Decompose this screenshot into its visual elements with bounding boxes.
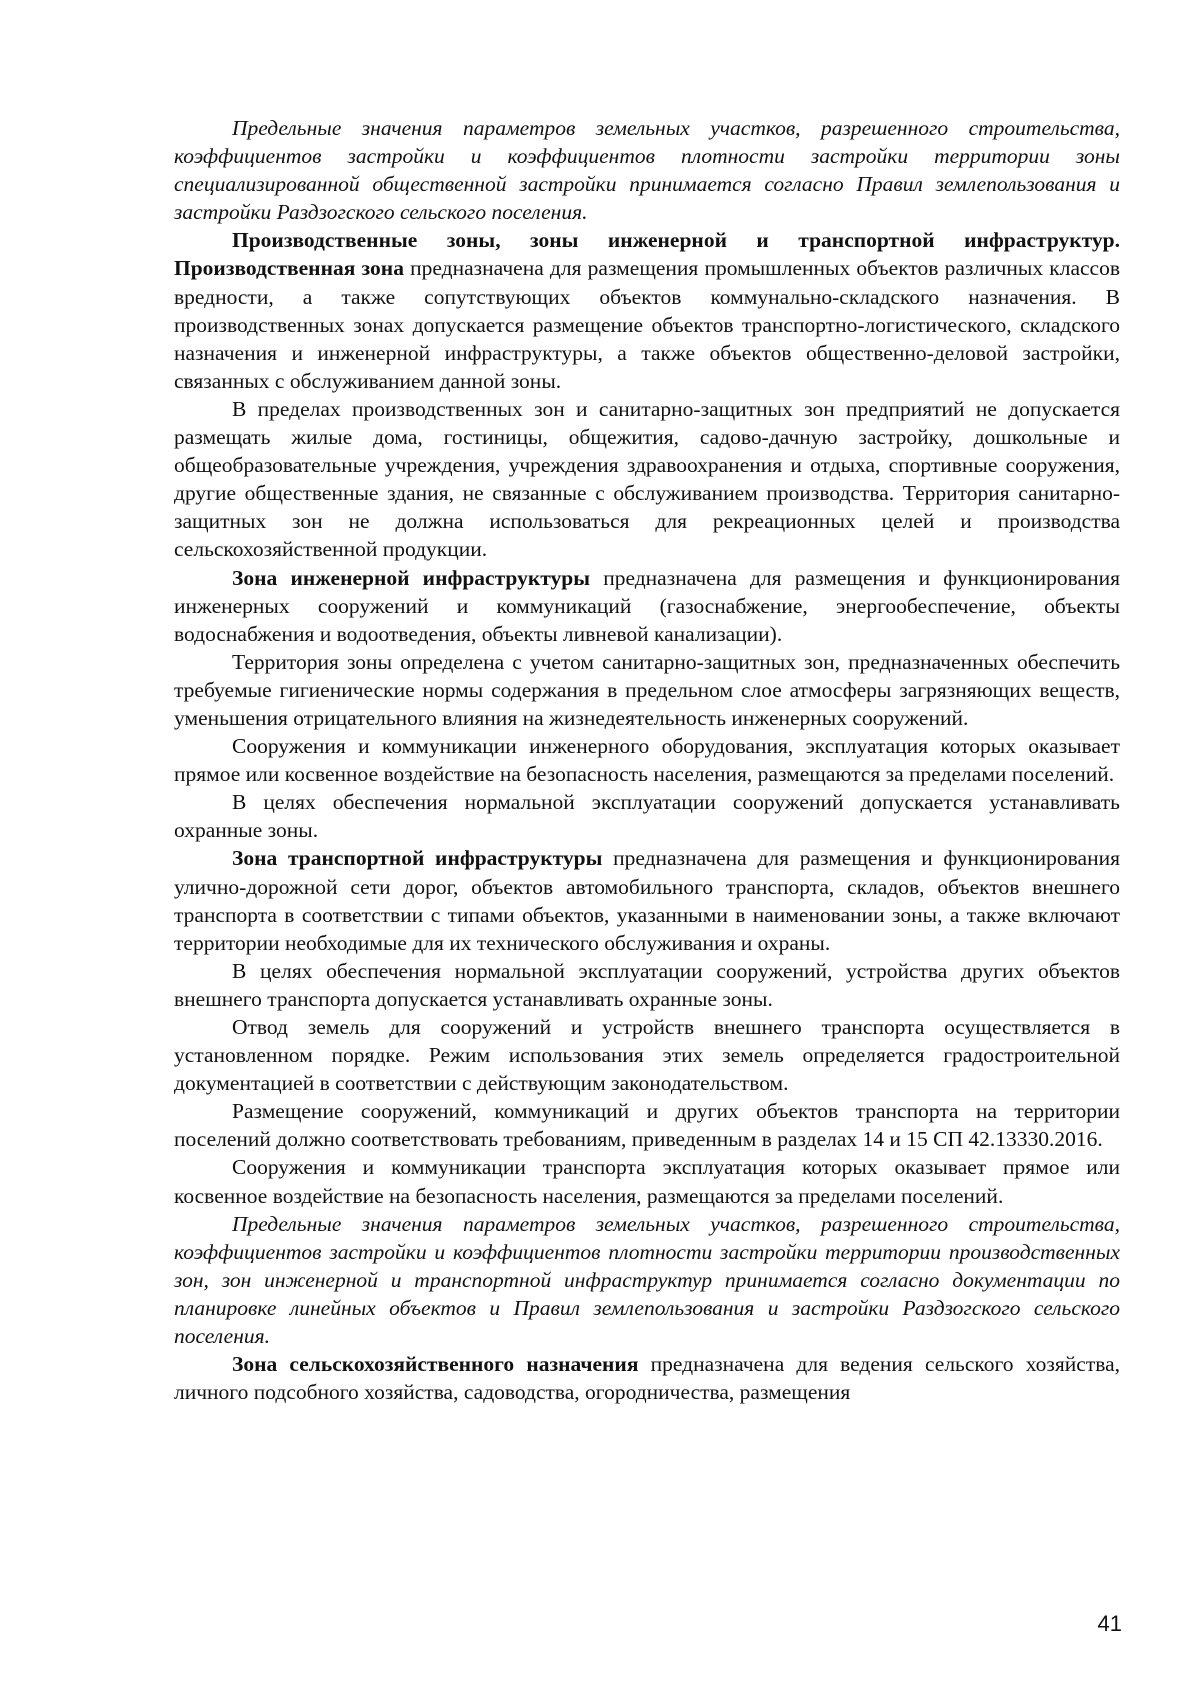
paragraph-engineering-facilities: [174, 732, 1120, 788]
section-heading: Производственные зоны, зоны инженерной и транспортной инфраструктур.: [232, 228, 1120, 253]
paragraph-text: В целях обеспечения нормальной эксплуатации сооружений, устройства других объектов внешнего транспорта допускается устанавливать охранные зоны.: [174, 958, 1120, 1011]
term-transport-zone: Зона транспортной инфраструктуры: [232, 846, 603, 871]
paragraph-text: Сооружения и коммуникации инженерного оборудования, эксплуатация которых оказывает прямое или косвенное воздействие на безопасность населения, размещаются за пределами поселений.: [174, 734, 1120, 787]
paragraph-industrial-restrictions: [174, 395, 1120, 564]
paragraph-text: В целях обеспечения нормальной эксплуатации сооружений допускается устанавливать охранные зоны.: [174, 790, 1120, 843]
paragraph-text: Сооружения и коммуникации транспорта эксплуатация которых оказывает прямое или косвенное воздействие на безопасность населения, размещаются за пределами поселений.: [174, 1155, 1120, 1208]
paragraph-text: предназначена для ведения сельского хозяйства, личного подсобного хозяйства, садоводства, огородничества, размещения: [174, 1352, 1121, 1405]
paragraph-text: предназначена для размещения и функционирования улично-дорожной сети дорог, объектов автомобильного транспорта, складов, объектов внешнего транспорта в соответствии с типами объектов, указанными в наименовании зоны, а также включают территории необходимые для их технического обслуживания и охраны.: [174, 846, 1120, 955]
term-engineering-zone: Зона инженерной инфраструктуры: [232, 565, 590, 590]
term-agricultural-zone: Зона сельскохозяйственного назначения: [232, 1352, 639, 1377]
paragraph-text: Предельные значения параметров земельных участков, разрешенного строительства, коэффициентов застройки и коэффициентов плотности застройки территории производственных зон, зон инженерной и транспортной инфраструктур принимается согласно документации по планировке линейных объектов и Правил землепользования и застройки Раздзогского сельского поселения.: [174, 1211, 1120, 1349]
paragraph-agricultural-zone: [174, 1350, 1120, 1406]
paragraph-zone-territory: [174, 648, 1120, 732]
page-number: 41: [1097, 1611, 1122, 1636]
paragraph-transport-placement: [174, 1097, 1120, 1153]
paragraph-transport-zone: [174, 844, 1120, 956]
paragraph-text: предназначена для размещения и функционирования инженерных сооружений и коммуникаций (газоснабжение, энергообеспечение, объекты водоснабжения и водоотведения, объекты ливневой канализации).: [174, 565, 1120, 646]
paragraph-engineering-zone: [174, 564, 1120, 648]
paragraph-protection-zones: [174, 788, 1120, 844]
paragraph-transport-protection: [174, 957, 1120, 1013]
paragraph-public-zone-limits: [174, 114, 1120, 226]
paragraph-text: Предельные значения параметров земельных участков, разрешенного строительства, коэффициентов застройки и коэффициентов плотности застройки территории зоны специализированной общественной застройки принимается согласно Правил землепользования и застройки Раздзогского сельского поселения.: [174, 116, 1120, 225]
paragraph-text: Размещение сооружений, коммуникаций и других объектов транспорта на территории поселений должно соответствовать требованиям, приведенным в разделах 14 и 15 СП 42.13330.2016.: [174, 1099, 1120, 1152]
paragraph-text: предназначена для размещения промышленных объектов различных классов вредности, а также сопутствующих объектов коммунально-складского назначения. В производственных зонах допускается размещение объектов транспортно-логистического, складского назначения и инженерной инфраструктуры, а также объектов общественно-деловой застройки, связанных с обслуживанием данной зоны.: [174, 256, 1121, 393]
paragraph-transport-facilities: [174, 1153, 1120, 1209]
term-industrial-zone: Производственная зона: [174, 256, 404, 281]
document-body: [174, 114, 1120, 1406]
paragraph-industrial-zone-limits: [174, 1210, 1120, 1350]
paragraph-text: Территория зоны определена с учетом санитарно-защитных зон, предназначенных обеспечить требуемые гигиенические нормы содержания в предельном слое атмосферы загрязняющих веществ, уменьшения отрицательного влияния на жизнедеятельность инженерных сооружений.: [174, 649, 1120, 730]
paragraph-text: Отвод земель для сооружений и устройств внешнего транспорта осуществляется в установленном порядке. Режим использования этих земель определяется градостроительной документацией в соответствии с действующим законодательством.: [174, 1015, 1120, 1096]
paragraph-text: В пределах производственных зон и санитарно-защитных зон предприятий не допускается размещать жилые дома, гостиницы, общежития, садово-дачную застройку, дошкольные и общеобразовательные учреждения, учреждения здравоохранения и отдыха, спортивные сооружения, другие общественные здания, не связанные с обслуживанием производства. Территория санитарно-защитных зон не должна использоваться для рекреационных целей и производства сельскохозяйственной продукции.: [174, 396, 1120, 562]
paragraph-land-allotment: [174, 1013, 1120, 1097]
paragraph-industrial-zone: [174, 226, 1120, 395]
